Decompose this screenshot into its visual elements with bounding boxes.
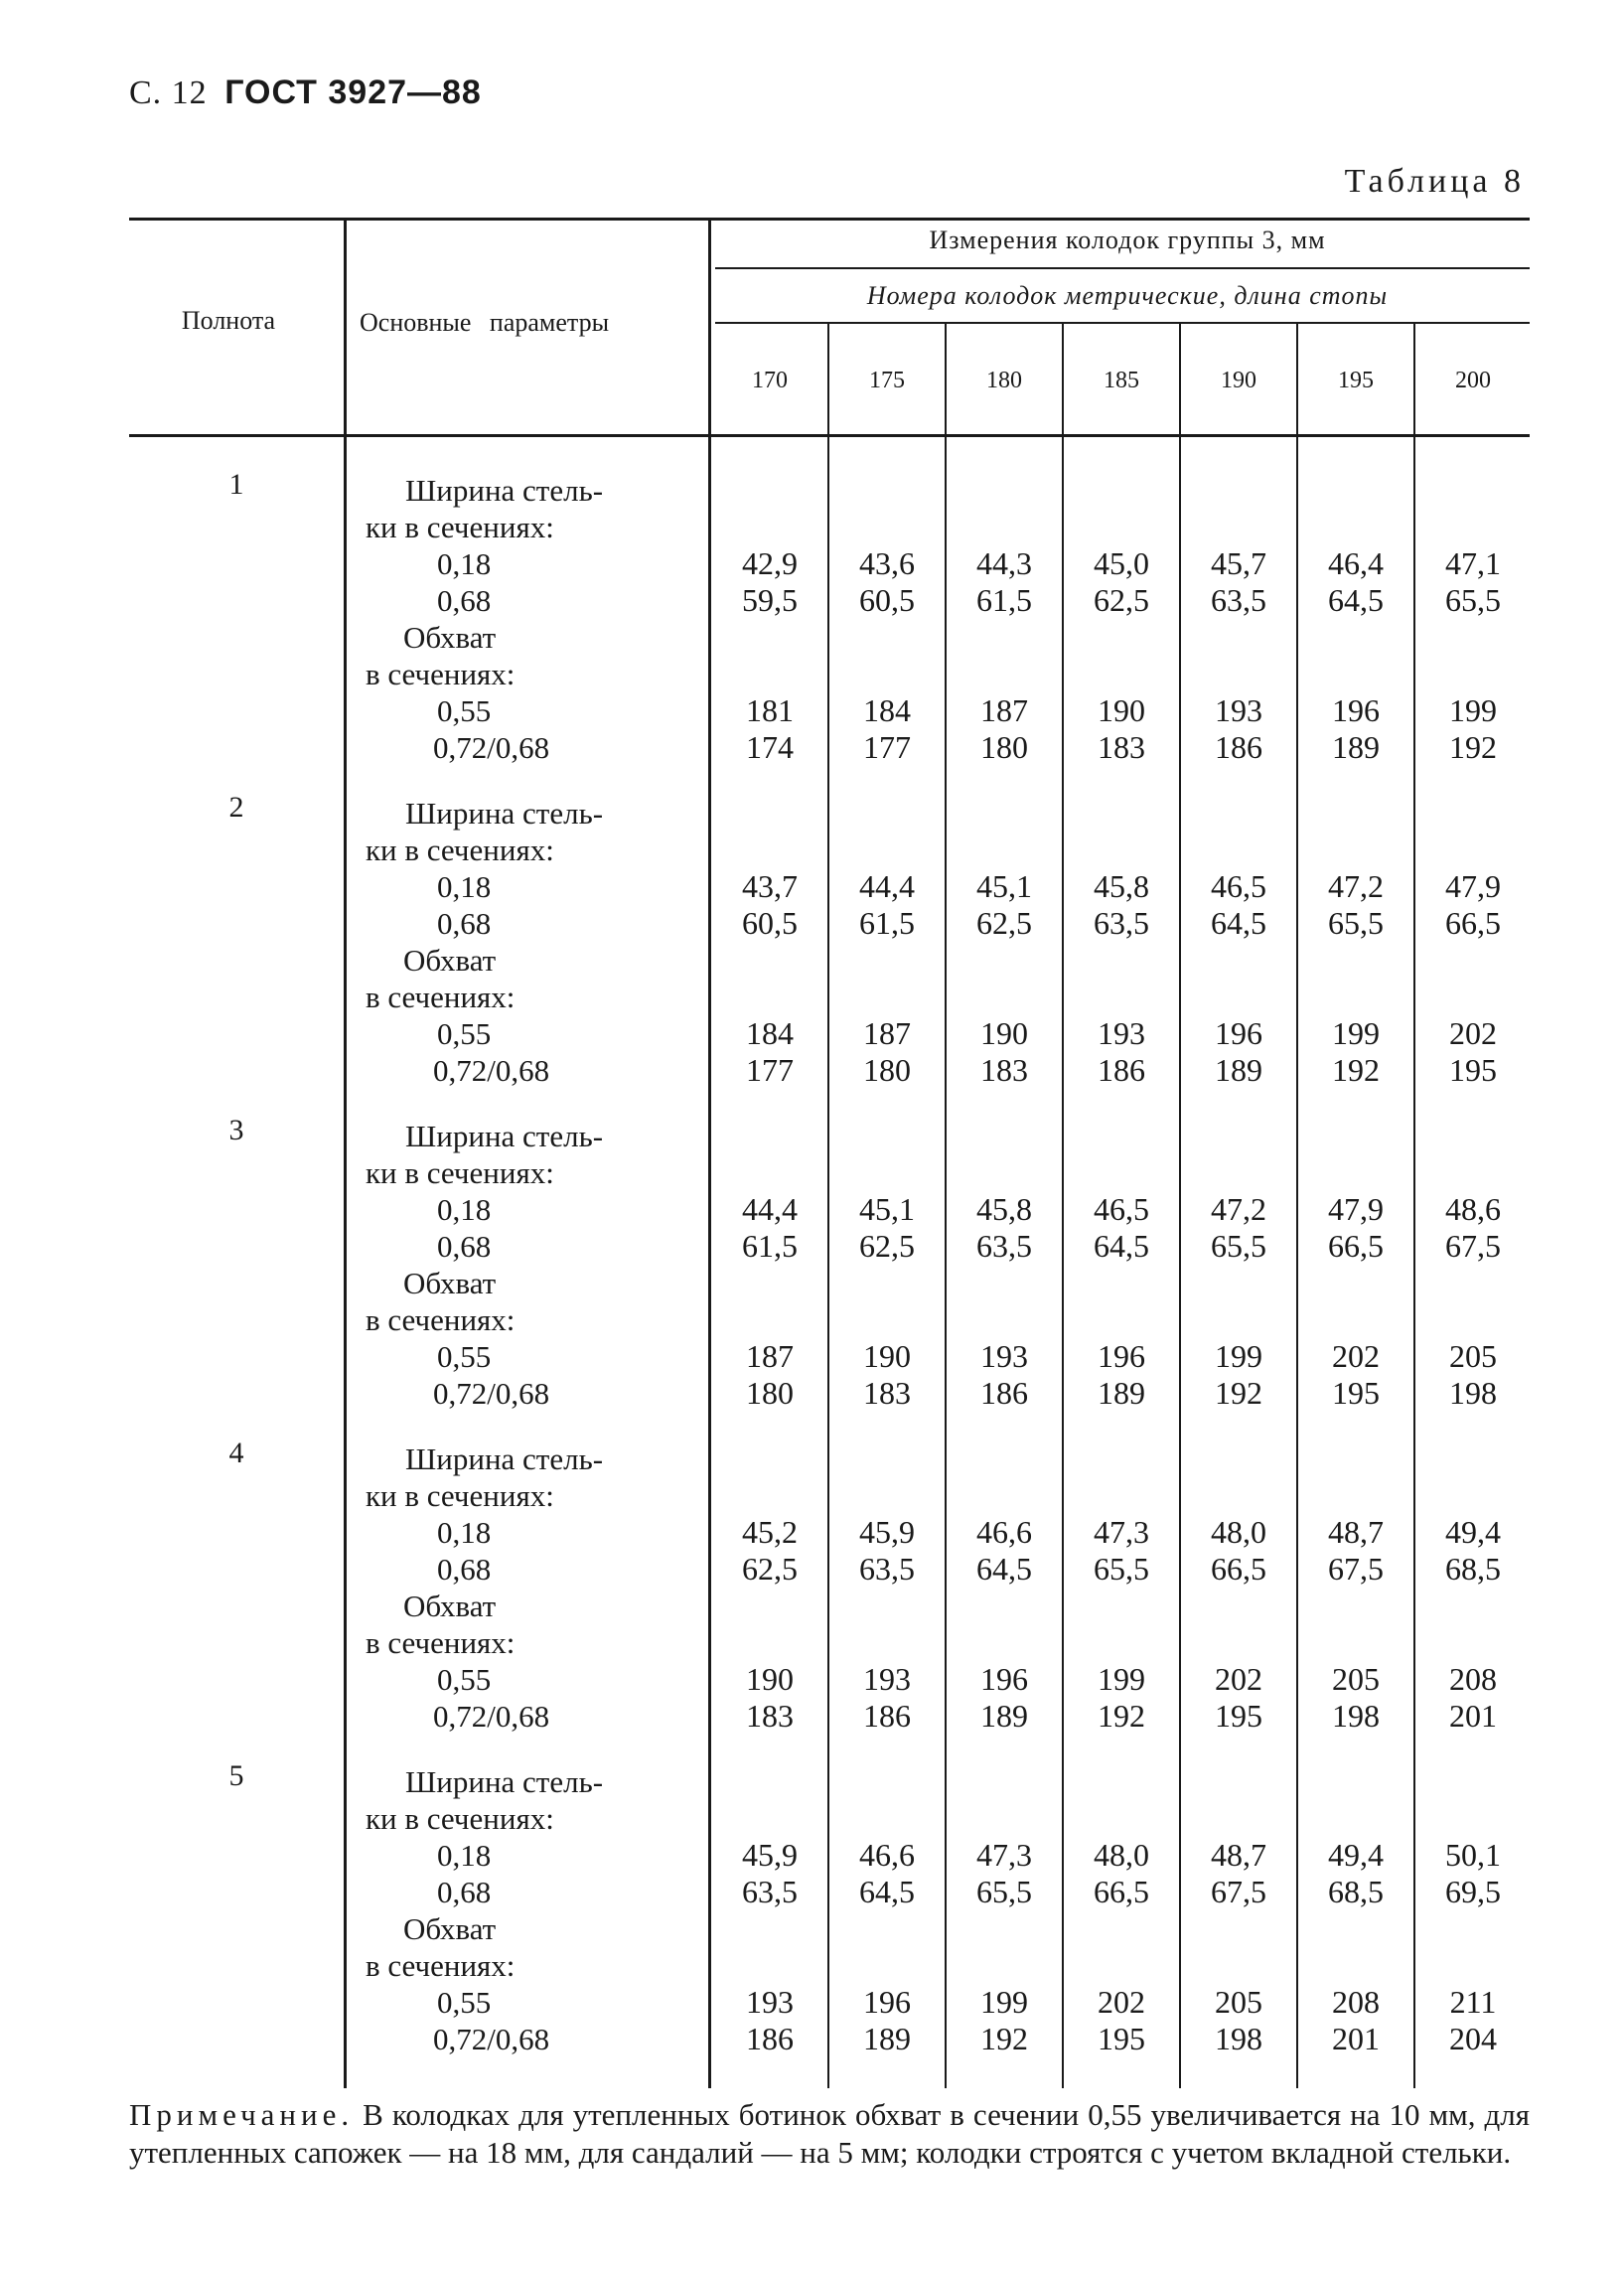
param-label: 0,55 — [437, 1339, 492, 1374]
table-cell: 177 — [863, 729, 911, 765]
table-cell: 44,3 — [976, 545, 1032, 581]
table-cell: 204 — [1449, 2021, 1497, 2056]
param-label: в сечениях: — [366, 1302, 516, 1337]
table-cell: 187 — [746, 1338, 794, 1374]
table-cell: 45,9 — [859, 1514, 915, 1550]
table-cell: 205 — [1449, 1338, 1497, 1374]
table-cell: 184 — [746, 1015, 794, 1051]
table-cell: 44,4 — [859, 868, 915, 904]
param-label: в сечениях: — [366, 1625, 516, 1660]
table-cell: 48,7 — [1328, 1514, 1384, 1550]
table-cell: 61,5 — [976, 582, 1032, 618]
table-cell: 192 — [1332, 1052, 1380, 1088]
table-cell: 45,2 — [742, 1514, 798, 1550]
size-190-header: 190 — [1221, 368, 1256, 393]
param-label: 0,18 — [437, 546, 492, 581]
table-cell: 181 — [746, 692, 794, 728]
table-cell: 183 — [746, 1698, 794, 1734]
table-cell: 64,5 — [976, 1551, 1032, 1587]
param-label: Обхват — [403, 1266, 497, 1300]
param-label: 0,18 — [437, 869, 492, 904]
table-cell: 49,4 — [1445, 1514, 1501, 1550]
param-label: Ширина стель- — [405, 796, 604, 831]
table-cell: 211 — [1449, 1984, 1497, 2020]
table-cell: 65,5 — [1094, 1551, 1149, 1587]
param-label: ки в сечениях: — [366, 1801, 554, 1836]
note-text: В колодках для утепленных ботинок обхват в сечении 0,55 увеличивается на 10 мм, для утепленных сапожек — на 18 мм, для сандалий — на 5 мм; колодки строятся с учетом вкладной стельки. — [129, 2097, 1530, 2170]
table-cell: 47,2 — [1211, 1191, 1266, 1227]
table-cell: 195 — [1215, 1698, 1262, 1734]
table-cell: 193 — [863, 1661, 911, 1697]
table-cell: 189 — [1098, 1375, 1145, 1411]
numbers-header-rule — [715, 322, 1530, 324]
param-label: 0,55 — [437, 1016, 492, 1051]
note-label: Примечание. — [129, 2097, 355, 2132]
table-cell: 202 — [1215, 1661, 1262, 1697]
param-label: Ширина стель- — [405, 1441, 604, 1476]
param-label: 0,18 — [437, 1838, 492, 1873]
table-cell: 64,5 — [859, 1874, 915, 1909]
param-label: Ширина стель- — [405, 473, 604, 508]
table-cell: 43,6 — [859, 545, 915, 581]
table-cell: 65,5 — [1328, 905, 1384, 941]
param-label: 0,55 — [437, 693, 492, 728]
table-cell: 205 — [1215, 1984, 1262, 2020]
table-cell: 42,9 — [742, 545, 798, 581]
param-label: 0,68 — [437, 1229, 492, 1264]
param-label: 0,55 — [437, 1662, 492, 1697]
table-cell: 190 — [863, 1338, 911, 1374]
size-200-header: 200 — [1455, 368, 1491, 393]
table-cell: 63,5 — [859, 1551, 915, 1587]
table-cell: 192 — [1449, 729, 1497, 765]
table-cell: 47,3 — [1094, 1514, 1149, 1550]
table-cell: 196 — [863, 1984, 911, 2020]
table-cell: 190 — [1098, 692, 1145, 728]
group-header: Измерения колодок группы 3, мм — [929, 226, 1326, 254]
table-cell: 59,5 — [742, 582, 798, 618]
table-cell: 208 — [1449, 1661, 1497, 1697]
table-cell: 196 — [980, 1661, 1028, 1697]
table-cell: 61,5 — [742, 1228, 798, 1264]
table-cell: 202 — [1098, 1984, 1145, 2020]
table-cell: 193 — [1098, 1015, 1145, 1051]
params-header: Основные параметры — [360, 308, 610, 337]
table-cell: 187 — [980, 692, 1028, 728]
table-cell: 47,3 — [976, 1837, 1032, 1873]
table-cell: 199 — [1098, 1661, 1145, 1697]
table-cell: 186 — [980, 1375, 1028, 1411]
page-number: С. 12 — [129, 75, 208, 111]
table-cell: 198 — [1215, 2021, 1262, 2056]
table-top-rule — [129, 218, 1530, 221]
table-cell: 195 — [1098, 2021, 1145, 2056]
table-cell: 184 — [863, 692, 911, 728]
table-cell: 189 — [1215, 1052, 1262, 1088]
page-header — [129, 74, 482, 112]
table-cell: 60,5 — [859, 582, 915, 618]
table-cell: 193 — [980, 1338, 1028, 1374]
table-cell: 190 — [980, 1015, 1028, 1051]
polnota-divider — [344, 221, 347, 2088]
param-label: Ширина стель- — [405, 1119, 604, 1153]
table-cell: 180 — [863, 1052, 911, 1088]
param-label: ки в сечениях: — [366, 1155, 554, 1190]
table-cell: 67,5 — [1445, 1228, 1501, 1264]
table-cell: 68,5 — [1328, 1874, 1384, 1909]
table-cell: 44,4 — [742, 1191, 798, 1227]
table-cell: 48,0 — [1094, 1837, 1149, 1873]
table-cell: 48,7 — [1211, 1837, 1266, 1873]
table-cell: 187 — [863, 1015, 911, 1051]
polnota-index: 2 — [228, 791, 244, 824]
param-label: 0,18 — [437, 1515, 492, 1550]
param-label: в сечениях: — [366, 657, 516, 691]
table-cell: 192 — [1098, 1698, 1145, 1734]
table-cell: 45,7 — [1211, 545, 1266, 581]
table-cell: 65,5 — [976, 1874, 1032, 1909]
table-cell: 186 — [863, 1698, 911, 1734]
header-bottom-rule — [129, 434, 1530, 437]
table-cell: 192 — [980, 2021, 1028, 2056]
size-180-header: 180 — [986, 368, 1022, 393]
table-cell: 46,4 — [1328, 545, 1384, 581]
table-cell: 45,1 — [976, 868, 1032, 904]
param-label: Обхват — [403, 1589, 497, 1623]
table-cell: 66,5 — [1328, 1228, 1384, 1264]
table-cell: 199 — [1215, 1338, 1262, 1374]
table-cell: 62,5 — [976, 905, 1032, 941]
polnota-index: 5 — [228, 1759, 244, 1792]
table-cell: 195 — [1332, 1375, 1380, 1411]
table-cell: 62,5 — [1094, 582, 1149, 618]
table-cell: 63,5 — [742, 1874, 798, 1909]
polnota-header: Полнота — [181, 306, 276, 335]
table-cell: 174 — [746, 729, 794, 765]
table-cell: 186 — [746, 2021, 794, 2056]
table-cell: 46,5 — [1211, 868, 1266, 904]
param-label: Обхват — [403, 1911, 497, 1946]
param-label: в сечениях: — [366, 1948, 516, 1983]
table-cell: 196 — [1098, 1338, 1145, 1374]
table-cell: 64,5 — [1328, 582, 1384, 618]
table-note — [129, 2096, 1530, 2172]
params-divider — [708, 221, 711, 2088]
param-label: ки в сечениях: — [366, 510, 554, 544]
param-label: 0,18 — [437, 1192, 492, 1227]
table-cell: 202 — [1449, 1015, 1497, 1051]
table-cell: 63,5 — [976, 1228, 1032, 1264]
table-cell: 45,8 — [976, 1191, 1032, 1227]
param-label: 0,68 — [437, 906, 492, 941]
param-label: 0,68 — [437, 1875, 492, 1909]
table-cell: 62,5 — [742, 1551, 798, 1587]
table-cell: 177 — [746, 1052, 794, 1088]
table-cell: 64,5 — [1211, 905, 1266, 941]
param-label: Ширина стель- — [405, 1764, 604, 1799]
table-cell: 196 — [1215, 1015, 1262, 1051]
standard-code: ГОСТ 3927—88 — [224, 74, 482, 111]
table-cell: 61,5 — [859, 905, 915, 941]
size-170-header: 170 — [752, 368, 788, 393]
param-label: Обхват — [403, 620, 497, 655]
param-label: 0,72/0,68 — [433, 1053, 550, 1088]
table-cell: 180 — [980, 729, 1028, 765]
table-cell: 64,5 — [1094, 1228, 1149, 1264]
table-cell: 60,5 — [742, 905, 798, 941]
table-cell: 193 — [746, 1984, 794, 2020]
table-cell: 46,6 — [976, 1514, 1032, 1550]
size-185-header: 185 — [1104, 368, 1139, 393]
table-cell: 45,8 — [1094, 868, 1149, 904]
table-cell: 205 — [1332, 1661, 1380, 1697]
table-cell: 183 — [1098, 729, 1145, 765]
table-cell: 189 — [1332, 729, 1380, 765]
table-cell: 198 — [1332, 1698, 1380, 1734]
table-cell: 196 — [1332, 692, 1380, 728]
table-cell: 193 — [1215, 692, 1262, 728]
table-cell: 186 — [1215, 729, 1262, 765]
table-cell: 199 — [1332, 1015, 1380, 1051]
table-cell: 199 — [1449, 692, 1497, 728]
param-label: в сечениях: — [366, 980, 516, 1014]
table-cell: 49,4 — [1328, 1837, 1384, 1873]
param-label: ки в сечениях: — [366, 833, 554, 867]
table-cell: 192 — [1215, 1375, 1262, 1411]
polnota-index: 1 — [228, 468, 244, 501]
table-cell: 208 — [1332, 1984, 1380, 2020]
table-cell: 67,5 — [1211, 1874, 1266, 1909]
table-cell: 47,9 — [1445, 868, 1501, 904]
table-title: Таблица 8 — [1344, 163, 1525, 200]
table-cell: 65,5 — [1445, 582, 1501, 618]
table-cell: 45,1 — [859, 1191, 915, 1227]
size-175-header: 175 — [869, 368, 905, 393]
table-cell: 48,6 — [1445, 1191, 1501, 1227]
table-cell: 202 — [1332, 1338, 1380, 1374]
table-cell: 46,5 — [1094, 1191, 1149, 1227]
table-cell: 62,5 — [859, 1228, 915, 1264]
param-label: ки в сечениях: — [366, 1478, 554, 1513]
table-cell: 50,1 — [1445, 1837, 1501, 1873]
table-cell: 201 — [1449, 1698, 1497, 1734]
table-cell: 183 — [980, 1052, 1028, 1088]
table-cell: 201 — [1332, 2021, 1380, 2056]
table-cell: 68,5 — [1445, 1551, 1501, 1587]
table-cell: 66,5 — [1445, 905, 1501, 941]
table-cell: 195 — [1449, 1052, 1497, 1088]
param-label: 0,72/0,68 — [433, 2022, 550, 2056]
table-cell: 47,2 — [1328, 868, 1384, 904]
table-cell: 48,0 — [1211, 1514, 1266, 1550]
table-cell: 65,5 — [1211, 1228, 1266, 1264]
table-cell: 45,0 — [1094, 545, 1149, 581]
param-label: 0,72/0,68 — [433, 730, 550, 765]
table-cell: 69,5 — [1445, 1874, 1501, 1909]
param-label: 0,72/0,68 — [433, 1699, 550, 1734]
param-label: Обхват — [403, 943, 497, 978]
param-label: 0,68 — [437, 583, 492, 618]
table-cell: 47,9 — [1328, 1191, 1384, 1227]
table-cell: 198 — [1449, 1375, 1497, 1411]
table-cell: 66,5 — [1211, 1551, 1266, 1587]
table-cell: 63,5 — [1094, 905, 1149, 941]
table-cell: 183 — [863, 1375, 911, 1411]
group-header-rule — [715, 267, 1530, 269]
size-195-header: 195 — [1338, 368, 1374, 393]
table-cell: 67,5 — [1328, 1551, 1384, 1587]
param-label: 0,72/0,68 — [433, 1376, 550, 1411]
table-cell: 199 — [980, 1984, 1028, 2020]
table-cell: 47,1 — [1445, 545, 1501, 581]
polnota-index: 3 — [228, 1114, 244, 1146]
param-label: 0,55 — [437, 1985, 492, 2020]
table-cell: 43,7 — [742, 868, 798, 904]
param-label: 0,68 — [437, 1552, 492, 1587]
table-cell: 186 — [1098, 1052, 1145, 1088]
table-cell: 46,6 — [859, 1837, 915, 1873]
table-cell: 189 — [863, 2021, 911, 2056]
table-cell: 190 — [746, 1661, 794, 1697]
table-cell: 180 — [746, 1375, 794, 1411]
table-cell: 66,5 — [1094, 1874, 1149, 1909]
polnota-index: 4 — [228, 1437, 244, 1469]
numbers-header: Номера колодок метрические, длина стопы — [866, 281, 1389, 310]
table-cell: 45,9 — [742, 1837, 798, 1873]
table-cell: 63,5 — [1211, 582, 1266, 618]
table-cell: 189 — [980, 1698, 1028, 1734]
